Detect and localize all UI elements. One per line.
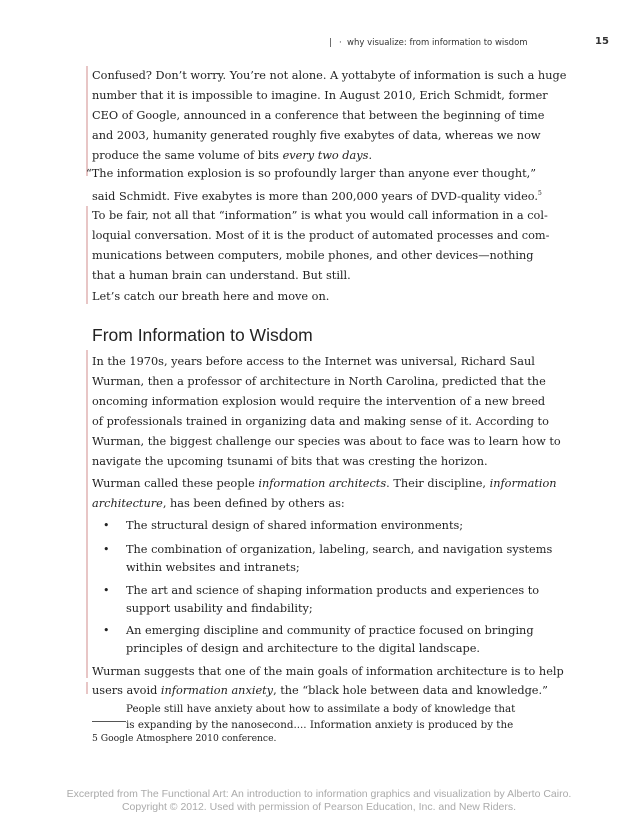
paragraph-line: architecture, has been defined by others as: xyxy=(92,497,345,510)
bullet-marker: • xyxy=(103,584,110,597)
paragraph-line: number that it is impossible to imagine. In August 2010, Erich Schmidt, former xyxy=(92,89,548,102)
quote-line: “The information explosion is so profoundly larger than anyone ever thought,” xyxy=(86,167,537,180)
bullet-marker: • xyxy=(103,519,110,532)
paragraph-line: CEO of Google, announced in a conference that between the beginning of time xyxy=(92,109,545,122)
margin-bar xyxy=(86,66,88,176)
running-head: why visualize: from information to wisdom xyxy=(347,38,528,48)
paragraph-line: that a human brain can understand. But still. xyxy=(92,269,351,282)
paragraph-line: Wurman called these people information architects. Their discipline, information xyxy=(92,477,557,490)
paragraph-line: Let’s catch our breath here and move on. xyxy=(92,290,330,303)
paragraph-line: oncoming information explosion would require the intervention of a new breed xyxy=(92,395,546,408)
paragraph-line: Wurman, the biggest challenge our species was about to face was to learn how to xyxy=(92,435,561,448)
quote-line: said Schmidt. Five exabytes is more than 200,000 years of DVD-quality video.$^5$ xyxy=(92,189,542,203)
list-item: The combination of organization, labeling, search, and navigation systems xyxy=(126,543,553,556)
paragraph-line: Wurman suggests that one of the main goals of information architecture is to help xyxy=(92,665,564,678)
list-item: The art and science of shaping information products and experiences to xyxy=(126,584,540,597)
paragraph-line: To be fair, not all that “information” is what you would call information in a col- xyxy=(92,209,548,222)
paragraph-line: users avoid information anxiety, the “black hole between data and knowledge.” xyxy=(92,684,548,697)
header-dot: · xyxy=(339,38,342,48)
paragraph-line: navigate the upcoming tsunami of bits that was cresting the horizon. xyxy=(92,455,488,468)
block-quote-line: is expanding by the nanosecond.... Information anxiety is produced by the xyxy=(126,719,514,731)
paragraph-line: munications between computers, mobile phones, and other devices—nothing xyxy=(92,249,534,262)
footnote-rule xyxy=(92,721,126,722)
paragraph-line: Wurman, then a professor of architecture in North Carolina, predicted that the xyxy=(92,375,546,388)
margin-bar xyxy=(86,350,88,678)
paragraph-line: loquial conversation. Most of it is the product of automated processes and com- xyxy=(92,229,550,242)
list-item: principles of design and architecture to the digital landscape. xyxy=(126,642,481,655)
bullet-marker: • xyxy=(103,624,110,637)
copyright-notice: Copyright © 2012. Used with permission of Pearson Education, Inc. and New Riders. xyxy=(121,801,517,813)
paragraph-line: Confused? Don’t worry. You’re not alone. A yottabyte of information is such a huge xyxy=(92,69,567,82)
paragraph-line: In the 1970s, years before access to the Internet was universal, Richard Saul xyxy=(92,355,535,368)
page-number: 15 xyxy=(595,36,609,47)
block-quote-line: People still have anxiety about how to assimilate a body of knowledge that xyxy=(126,703,516,715)
paragraph-line: of professionals trained in organizing data and making sense of it. According to xyxy=(92,415,549,428)
excerpt-notice: Excerpted from The Functional Art: An introduction to information graphics and visualization by Alberto Cairo. xyxy=(66,788,572,800)
footnote-marker: 5 xyxy=(537,190,542,197)
bullet-marker: • xyxy=(103,543,110,556)
footnote: 5 Google Atmosphere 2010 conference. xyxy=(92,733,277,744)
list-item: support usability and findability; xyxy=(126,602,313,615)
list-item: within websites and intranets; xyxy=(126,561,300,574)
list-item: The structural design of shared information environments; xyxy=(126,519,464,532)
list-item: An emerging discipline and community of practice focused on bringing xyxy=(126,624,534,637)
paragraph-line: and 2003, humanity generated roughly five exabytes of data, whereas we now xyxy=(92,129,541,142)
paragraph-line: produce the same volume of bits every two days. xyxy=(92,149,373,162)
header-separator: | xyxy=(329,38,332,48)
margin-bar xyxy=(86,682,88,694)
section-heading: From Information to Wisdom xyxy=(92,325,313,345)
margin-bar xyxy=(86,206,88,304)
